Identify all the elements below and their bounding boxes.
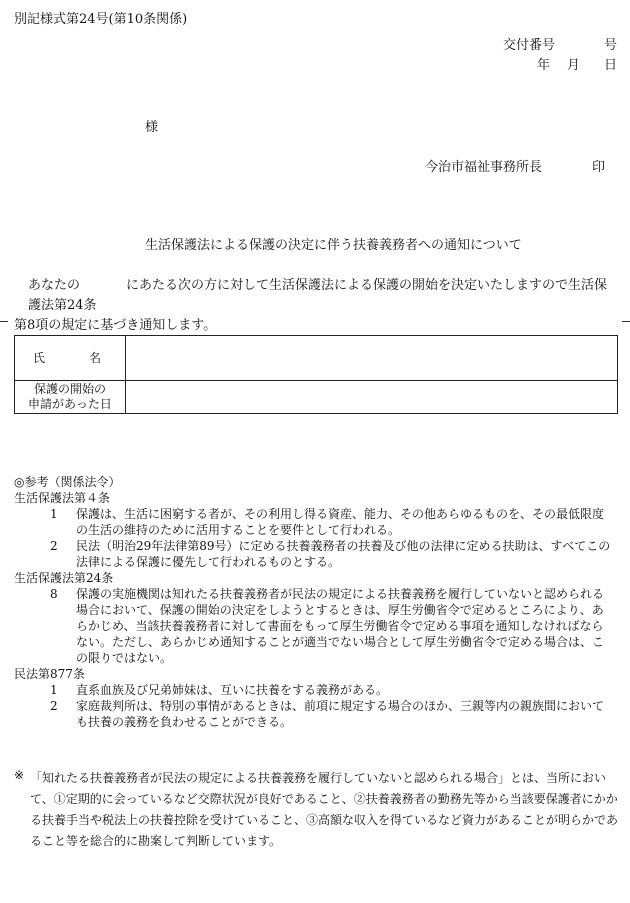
seal-mark: 印	[592, 160, 606, 175]
note-text: 「知れたる扶養義務者が民法の規定による扶養義務を履行していないと認められる場合」とは、当所において、①定期的に会っているなど交際状況が良好であること、②扶養義務者の勤務先等から当該要保護者にかかる扶養手当や税法上の扶養控除を受けていること、③高額な収入を得ているなど資力があることが明らかであること等を総合的に勘案して判断しています。	[30, 771, 619, 848]
law-item	[14, 538, 614, 570]
name-value-cell	[126, 336, 617, 380]
intro-part1: あなたの	[28, 278, 81, 293]
item-text: 保護は、生活に困窮する者が、その利用し得る資産、能力、その他あらゆるものを、その最低限度の生活の維持のために活用することを要件として行われる。	[76, 507, 605, 537]
item-number: 2	[50, 699, 58, 713]
issue-number-label: 交付番号	[503, 38, 556, 53]
law-item	[14, 506, 614, 538]
name-row	[15, 336, 617, 381]
law-title: 生活保護法第４条	[14, 491, 111, 505]
footnote	[14, 768, 618, 852]
date-day-label: 日	[604, 58, 618, 73]
references-heading: ◎参考（関係法令）	[14, 475, 121, 489]
item-number: 1	[50, 507, 58, 521]
sender-name: 今治市福祉事務所長	[425, 160, 543, 175]
item-number: 1	[50, 683, 58, 697]
intro-paragraph	[14, 276, 612, 336]
applicant-table	[14, 335, 618, 414]
law-item	[14, 586, 614, 666]
intro-part2: にあたる次の方に対して生活保護法による保護の開始を決定いたしますので生活保護法第24条	[28, 278, 608, 313]
date-year-label: 年	[537, 58, 551, 73]
right-fold-mark	[622, 321, 630, 322]
application-date-label-line2: 申請があった日	[28, 396, 112, 411]
item-number: 8	[50, 587, 58, 601]
item-text: 直系血族及び兄弟姉妹は、互いに扶養をする義務がある。	[76, 683, 389, 697]
application-date-label-cell	[15, 380, 126, 413]
law-item	[14, 698, 614, 730]
recipient-suffix: 様	[145, 120, 159, 135]
law-title: 生活保護法第24条	[14, 571, 114, 585]
left-fold-mark	[0, 321, 8, 322]
date-month-label: 月	[567, 58, 581, 73]
application-date-value-cell	[126, 380, 617, 413]
intro-line2: 第8項の規定に基づき通知します。	[14, 318, 217, 333]
item-text: 家庭裁判所は、特別の事情があるときは、前項に規定する場合のほか、三親等内の親族間においても扶養の義務を負わせることができる。	[76, 699, 605, 729]
item-number: 2	[50, 539, 58, 553]
document-title: 生活保護法による保護の決定に伴う扶養義務者への通知について	[145, 238, 522, 253]
name-label: 氏 名	[32, 350, 117, 365]
law-title: 民法第877条	[14, 667, 85, 681]
law-item	[14, 682, 614, 698]
references-section	[14, 474, 614, 730]
application-date-row	[15, 380, 617, 413]
name-label-cell	[15, 336, 126, 380]
note-mark: ※	[14, 768, 25, 782]
item-text: 民法（明治29年法律第89号）に定める扶養義務者の扶養及び他の法律に定める扶助は、すべてこの法律による保護に優先して行われるものとする。	[76, 539, 611, 569]
application-date-label-line1: 保護の開始の	[33, 381, 106, 396]
item-text: 保護の実施機関は知れたる扶養義務者が民法の規定による扶養義務を履行していないと認められる場合において、保護の開始の決定をしようとするときは、厚生労働省令で定めるところにより、あらかじめ、当該扶養義務者に対して書面をもって厚生労働省令で定める事項を通知しなければならない。ただし、あらかじめ通知することが適当でない場合として厚生労働省令で定める場合は、この限りではない。	[76, 587, 605, 665]
form-number: 別記様式第24号(第10条関係)	[14, 12, 188, 27]
issue-number-unit: 号	[604, 38, 618, 53]
